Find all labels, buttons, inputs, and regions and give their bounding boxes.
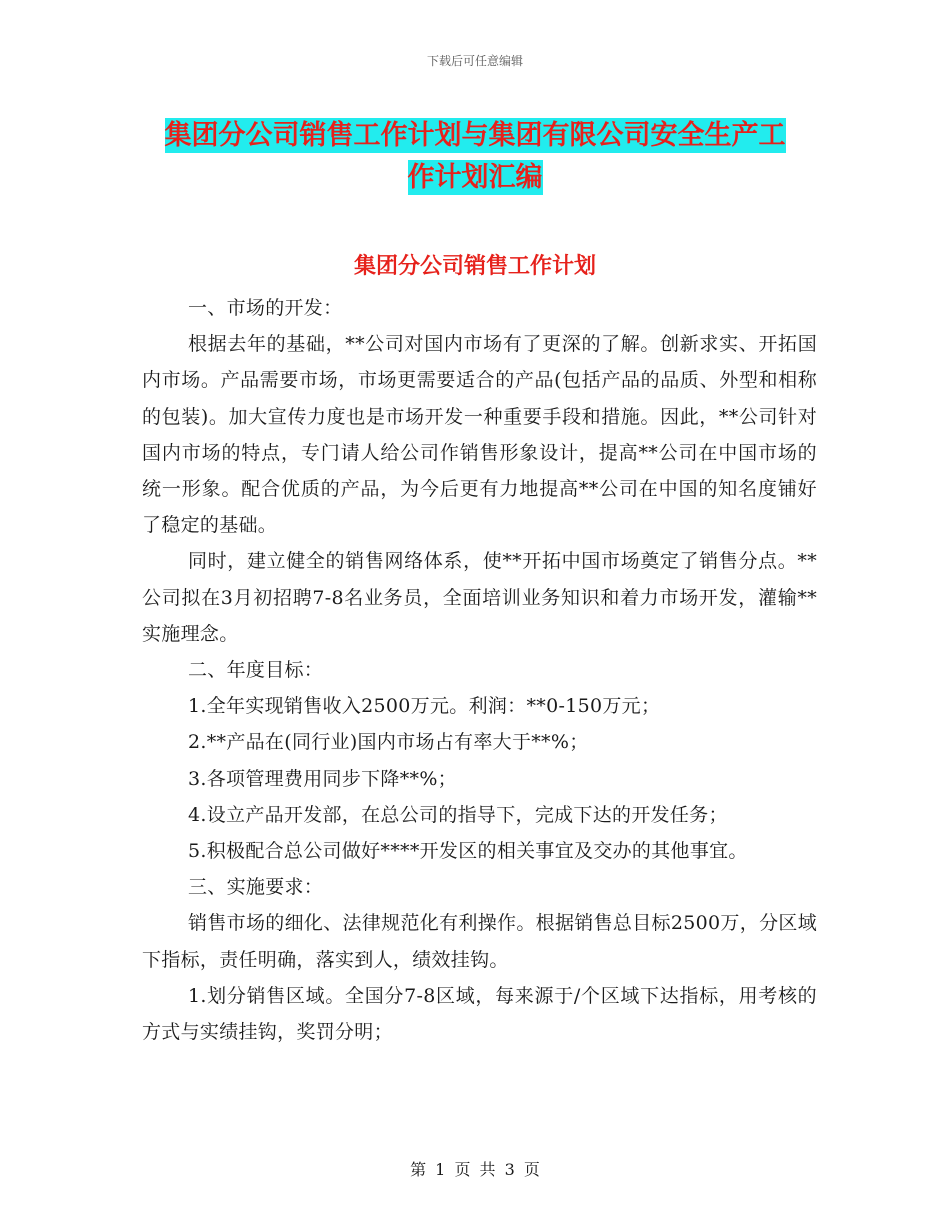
title-highlight-1: 集团分公司销售工作计划与集团有限公司安全生产工 [164, 120, 786, 151]
heading-market-development: 一、市场的开发： [188, 297, 343, 319]
document-title-line-2 [0, 155, 950, 194]
goal-item-3: 3.各项管理费用同步下降**%； [188, 767, 457, 790]
goal-item-2: 2.**产品在(同行业)国内市场占有率大于**%； [188, 731, 589, 754]
implementation-item-1: 1.划分销售区域。全国分7-8区域，每来源于/个区域下达指标，用考核的方式与实绩挂钩，奖罚分明； [142, 984, 817, 1044]
document-title-line-1 [0, 113, 950, 152]
goal-item-5: 5.积极配合总公司做好****开发区的相关事宜及交办的其他事宜。 [188, 840, 748, 863]
section-title: 集团分公司销售工作计划 [353, 254, 596, 279]
goal-item-4: 4.设立产品开发部，在总公司的指导下，完成下达的开发任务； [188, 803, 728, 826]
paragraph-sales-market: 销售市场的细化、法律规范化有利操作。根据销售总目标2500万，分区域下指标，责任明确，落实到人，绩效挂钩。 [142, 912, 817, 971]
heading-implementation: 三、实施要求： [188, 876, 324, 899]
heading-annual-goals: 二、年度目标： [188, 659, 324, 682]
document-body [142, 290, 817, 1050]
page-footer: 第 1 页 共 3 页 [410, 1160, 540, 1179]
paragraph-sales-network: 同时，建立健全的销售网络体系，使**开拓中国市场奠定了销售分点。**公司拟在3月初招聘7-8名业务员，全面培训业务知识和着力市场开发，灌输**实施理念。 [142, 550, 817, 645]
header-note: 下载后可任意编辑 [426, 54, 523, 68]
goal-item-1: 1.全年实现销售收入2500万元。利润：**0-150万元； [188, 695, 661, 718]
title-highlight-2: 作计划汇编 [407, 162, 543, 193]
paragraph-market-basis: 根据去年的基础，**公司对国内市场有了更深的了解。创新求实、开拓国内市场。产品需要市场，市场更需要适合的产品(包括产品的品质、外型和相称的包装)。加大宣传力度也是市场开发一种重要手段和措施。因此，**公司针对国内市场的特点，专门请人给公司作销售形象设计，提高**公司在中国市场的统一形象。配合优质的产品，为今后更有力地提高**公司在中国的知名度铺好了稳定的基础。 [142, 333, 817, 537]
